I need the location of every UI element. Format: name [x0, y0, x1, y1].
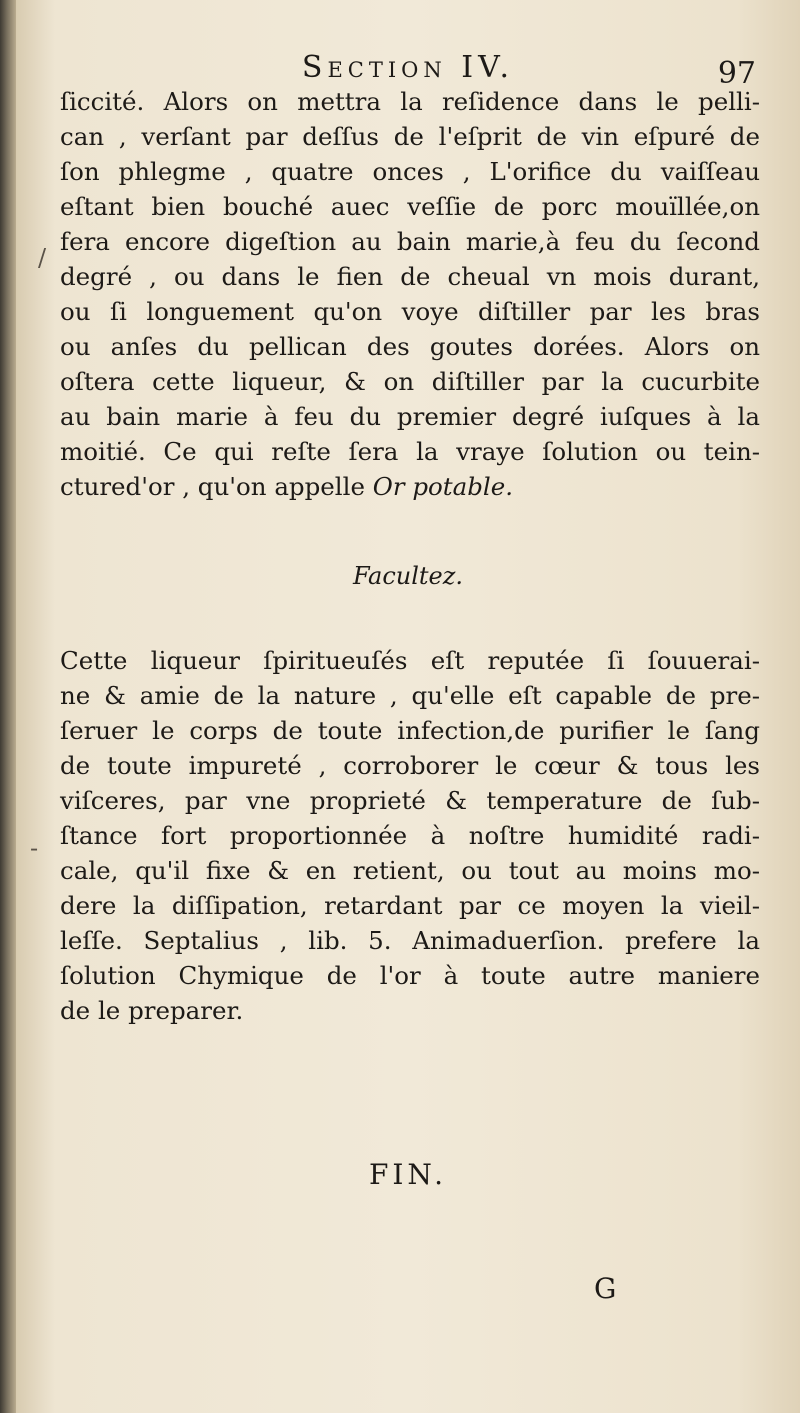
signature-mark: G — [594, 1272, 617, 1305]
book-page — [16, 0, 800, 1413]
text-line: eſtant bien bouché auec veſſie de porc mouïllée,on — [60, 192, 760, 221]
paragraph-body-2 — [60, 643, 760, 1028]
text-line: ſeruer le corps de toute infection,de purifier le ſang — [60, 716, 760, 745]
text-line: cale, qu'il fixe & en retient, ou tout au moins mo- — [60, 856, 760, 885]
text-line: au bain marie à feu du premier degré iuſques à la — [60, 402, 760, 431]
text-line: ſiccité. Alors on mettra la reſidence dans le pelli- — [60, 87, 760, 116]
book-binding-gutter — [0, 0, 16, 1413]
text-line-last: de le preparer. — [60, 996, 244, 1025]
text-line: ne & amie de la nature , qu'elle eſt capable de pre- — [60, 681, 760, 710]
text-line: ſolution Chymique de l'or à toute autre maniere — [60, 961, 760, 990]
text-line-lead: ctured'or , qu'on appelle — [60, 472, 365, 501]
text-line: oſtera cette liqueur, & on diſtiller par la cucurbite — [60, 367, 760, 396]
margin-mark-slash: / — [38, 244, 47, 272]
margin-mark-dash: - — [30, 834, 39, 862]
or-potable-term: Or potable. — [372, 472, 514, 501]
fin-colophon: FIN. — [368, 1158, 448, 1191]
running-head: Section IV. — [301, 50, 515, 85]
paragraph-body-1 — [60, 84, 760, 504]
text-line: dere la diſſipation, retardant par ce moyen la vieil- — [60, 891, 760, 920]
text-line: fera encore digeſtion au bain marie,à feu du ſecond — [60, 227, 760, 256]
text-line: Cette liqueur ſpiritueuſés eſt reputée ſi ſouuerai- — [60, 646, 760, 675]
text-line: viſceres, par vne proprieté & temperature de ſub- — [60, 786, 760, 815]
section-subheading: Facultez. — [352, 562, 464, 590]
text-line: ſtance fort proportionnée à noſtre humidité radi- — [60, 821, 760, 850]
text-line: moitié. Ce qui reſte ſera la vraye ſolution ou tein- — [60, 437, 760, 466]
text-line: ſon phlegme , quatre onces , L'orifice du vaiſſeau — [60, 157, 760, 186]
text-line-last — [60, 469, 760, 504]
page-number: 97 — [717, 56, 756, 91]
text-line: leſſe. Septalius , lib. 5. Animaduerſion. prefere la — [60, 926, 760, 955]
text-line: degré , ou dans le fien de cheual vn mois durant, — [60, 262, 760, 291]
text-line: ou ſi longuement qu'on voye diſtiller par les bras — [60, 297, 760, 326]
text-line: ou anſes du pellican des goutes dorées. Alors on — [60, 332, 760, 361]
text-line: de toute impureté , corroborer le cœur & tous les — [60, 751, 760, 780]
text-line: can , verſant par deſſus de l'eſprit de vin eſpuré de — [60, 122, 760, 151]
